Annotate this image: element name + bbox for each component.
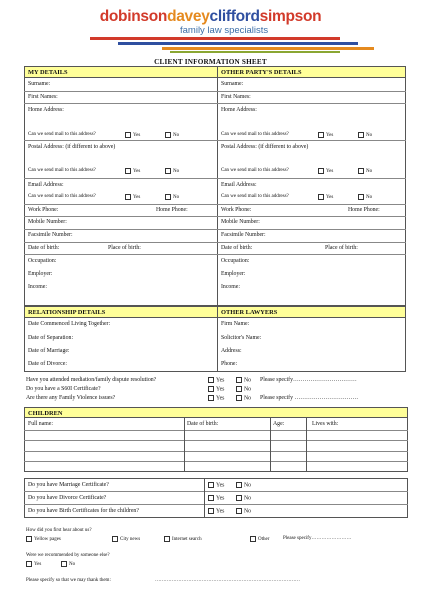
op-postal-mail-yes[interactable] [318, 168, 333, 175]
logo-bar-green [170, 51, 340, 53]
row-line [24, 242, 406, 243]
yes-label: Yes [34, 562, 42, 568]
no-label: No [244, 495, 252, 502]
checkbox-icon [236, 395, 242, 401]
op-postal-label: Postal Address: (if different to above) [221, 144, 309, 150]
my-postal-mail-yes[interactable] [125, 168, 140, 175]
cert-row-line [24, 491, 408, 492]
row-line [24, 178, 406, 179]
my-work-phone-label: Work Phone: [28, 207, 59, 213]
checkbox-icon [236, 386, 242, 392]
no-label: No [244, 377, 252, 384]
my-mail-no[interactable] [165, 132, 179, 139]
hear-internet[interactable] [164, 536, 202, 543]
my-mobile-label: Mobile Number: [28, 219, 67, 225]
checkbox-icon [358, 168, 364, 174]
child-age-column: Age: [273, 421, 285, 427]
violence-specify[interactable]: Please specify …………………………… [260, 395, 359, 401]
violence-question: Are there any Family Violence issues? [26, 395, 116, 401]
birth-cert-no[interactable] [236, 508, 251, 515]
my-email-mail-yes[interactable] [125, 194, 140, 201]
my-postal-mail-no[interactable] [165, 168, 179, 175]
recommended-no[interactable] [61, 561, 75, 568]
yes-label: Yes [326, 133, 334, 139]
row-line [24, 216, 406, 217]
checkbox-icon [208, 386, 214, 392]
my-email-mail-question: Can we send mail to this address? [28, 194, 96, 199]
violence-yes[interactable] [208, 395, 224, 402]
logo-part-3: clifford [209, 8, 260, 25]
relationship-header: RELATIONSHIP DETAILS [25, 307, 217, 318]
logo-part-2: davey [167, 8, 210, 25]
page-title: CLIENT INFORMATION SHEET [154, 58, 267, 66]
marriage-cert-no[interactable] [236, 482, 251, 489]
my-mail-question: Can we send mail to this address? [28, 132, 96, 137]
my-email-mail-no[interactable] [165, 194, 179, 201]
child-name-column: Full name: [28, 421, 53, 427]
yes-label: Yes [216, 386, 225, 393]
op-dob-label: Date of birth: [221, 245, 253, 251]
mediation-question: Have you attended mediation/family dispute resolution? [26, 377, 157, 383]
checkbox-icon [208, 482, 214, 488]
solicitor-name-label: Solicitor's Name: [221, 335, 262, 341]
option-label: Internet search [172, 537, 202, 543]
my-home-address-label: Home Address: [28, 107, 64, 113]
yes-label: Yes [216, 495, 225, 502]
my-postal-label: Postal Address: (if different to above) [28, 144, 116, 150]
children-col-line [184, 418, 185, 472]
my-income-label: Income: [28, 284, 47, 290]
no-label: No [173, 169, 180, 175]
option-label: Other [258, 537, 270, 543]
my-dob-label: Date of birth: [28, 245, 60, 251]
row-line [24, 204, 406, 205]
hear-specify[interactable]: Please specify…………………… [283, 536, 352, 541]
yes-label: Yes [216, 482, 225, 489]
checkbox-icon [236, 495, 242, 501]
mediation-no[interactable] [236, 377, 251, 384]
divorce-cert-no[interactable] [236, 495, 251, 502]
row-line [24, 91, 406, 92]
no-label: No [244, 508, 252, 515]
details-box [24, 66, 406, 306]
no-label: No [366, 133, 373, 139]
logo-part-1: dobinson [99, 8, 168, 25]
op-email-label: Email Address: [221, 182, 257, 188]
no-label: No [244, 482, 252, 489]
op-mail-question: Can we send mail to this address? [221, 132, 289, 137]
checkbox-icon [26, 561, 32, 567]
op-income-label: Income: [221, 284, 240, 290]
op-mail-no[interactable] [358, 132, 372, 139]
op-work-phone-label: Work Phone: [221, 207, 252, 213]
other-lawyers-header: OTHER LAWYERS [218, 307, 405, 318]
op-postal-mail-question: Can we send mail to this address? [221, 168, 289, 173]
details-divider [217, 66, 218, 306]
s60i-yes[interactable] [208, 386, 224, 393]
yes-label: Yes [133, 195, 141, 201]
children-row-line [24, 440, 408, 441]
relationship-divider [217, 306, 218, 372]
lawyer-address-label: Address: [221, 348, 242, 354]
checkbox-icon [164, 536, 170, 542]
hear-city-news[interactable] [112, 536, 140, 543]
yes-label: Yes [133, 169, 141, 175]
checkbox-icon [165, 194, 171, 200]
hear-yellow-pages[interactable] [26, 536, 61, 543]
logo-part-4: simpson [259, 8, 322, 25]
checkbox-icon [318, 194, 324, 200]
recommended-question: Were we recommended by someone else? [26, 553, 110, 558]
checkbox-icon [236, 377, 242, 383]
op-first-names-label: First Names: [221, 94, 251, 100]
op-mobile-label: Mobile Number: [221, 219, 260, 225]
my-fax-label: Facsimile Number: [28, 232, 73, 238]
hear-question: How did you first hear about us? [26, 528, 92, 533]
violence-no[interactable] [236, 395, 251, 402]
child-lives-column: Lives with: [312, 421, 339, 427]
marriage-cert-question: Do you have Marriage Certificate? [28, 482, 109, 488]
thank-label: Please specify so that we may thank them: [26, 578, 111, 583]
op-email-mail-yes[interactable] [318, 194, 333, 201]
s60i-no[interactable] [236, 386, 251, 393]
cert-row-line [24, 504, 408, 505]
children-row-line [24, 461, 408, 462]
checkbox-icon [125, 132, 131, 138]
op-home-phone-label: Home Phone: [348, 207, 380, 213]
lawyer-phone-label: Phone: [221, 361, 238, 367]
op-occupation-label: Occupation: [221, 258, 250, 264]
my-email-label: Email Address: [28, 182, 64, 188]
cert-col-line [204, 478, 205, 518]
op-surname-label: Surname: [221, 81, 244, 87]
no-label: No [69, 562, 76, 568]
children-row-line [24, 451, 408, 452]
no-label: No [173, 195, 180, 201]
no-label: No [244, 395, 252, 402]
mediation-specify[interactable]: Please specify…………………………… [260, 377, 357, 383]
my-mail-yes[interactable] [125, 132, 140, 139]
no-label: No [244, 386, 252, 393]
checkbox-icon [318, 168, 324, 174]
row-line [24, 254, 406, 255]
marriage-date-label: Date of Marriage: [28, 348, 70, 354]
op-mail-yes[interactable] [318, 132, 333, 139]
row-line [24, 103, 406, 104]
divorce-cert-question: Do you have Divorce Certificate? [28, 495, 107, 501]
checkbox-icon [318, 132, 324, 138]
divorce-cert-yes[interactable] [208, 495, 224, 502]
mediation-yes[interactable] [208, 377, 224, 384]
recommended-yes[interactable] [26, 561, 41, 568]
checkbox-icon [165, 132, 171, 138]
separation-label: Date of Separation: [28, 335, 74, 341]
row-line [24, 140, 406, 141]
op-postal-mail-no[interactable] [358, 168, 372, 175]
checkbox-icon [208, 377, 214, 383]
op-employer-label: Employer: [221, 271, 246, 277]
children-row-line [24, 430, 408, 431]
option-label: City news [120, 537, 141, 543]
birth-cert-question: Do you have Birth Certificates for the children? [28, 508, 139, 514]
my-surname-label: Surname: [28, 81, 51, 87]
marriage-cert-yes[interactable] [208, 482, 224, 489]
my-occupation-label: Occupation: [28, 258, 57, 264]
logo-bar-orange [162, 47, 374, 50]
checkbox-icon [236, 482, 242, 488]
checkbox-icon [112, 536, 118, 542]
no-label: No [366, 195, 373, 201]
op-pob-label: Place of birth: [325, 245, 358, 251]
thank-input[interactable]: …………………………………………………………………………… [155, 578, 300, 583]
checkbox-icon [26, 536, 32, 542]
my-home-phone-label: Home Phone: [156, 207, 188, 213]
op-email-mail-no[interactable] [358, 194, 372, 201]
my-postal-mail-question: Can we send mail to this address? [28, 168, 96, 173]
checkbox-icon [358, 194, 364, 200]
no-label: No [173, 133, 180, 139]
child-dob-column: Date of birth: [187, 421, 219, 427]
yes-label: Yes [326, 169, 334, 175]
op-home-address-label: Home Address: [221, 107, 257, 113]
checkbox-icon [125, 168, 131, 174]
checkbox-icon [208, 508, 214, 514]
checkbox-icon [208, 395, 214, 401]
logo-bar-red [90, 37, 340, 40]
checkbox-icon [208, 495, 214, 501]
checkbox-icon [250, 536, 256, 542]
children-header: CHILDREN [25, 408, 407, 418]
row-line [24, 229, 406, 230]
hear-other[interactable] [250, 536, 269, 543]
firm-logo [0, 8, 421, 26]
no-label: No [366, 169, 373, 175]
my-first-names-label: First Names: [28, 94, 58, 100]
other-party-header: OTHER PARTY'S DETAILS [218, 67, 405, 78]
op-fax-label: Facsimile Number: [221, 232, 266, 238]
firm-name-label: Firm Name: [221, 321, 250, 327]
children-col-line [270, 418, 271, 472]
yes-label: Yes [326, 195, 334, 201]
my-pob-label: Place of birth: [108, 245, 141, 251]
checkbox-icon [165, 168, 171, 174]
yes-label: Yes [216, 377, 225, 384]
children-col-line [306, 418, 307, 472]
yes-label: Yes [133, 133, 141, 139]
living-together-label: Date Commenced Living Together: [28, 321, 111, 327]
checkbox-icon [125, 194, 131, 200]
checkbox-icon [236, 508, 242, 514]
divorce-date-label: Date of Divorce: [28, 361, 67, 367]
checkbox-icon [358, 132, 364, 138]
checkbox-icon [61, 561, 67, 567]
op-email-mail-question: Can we send mail to this address? [221, 194, 289, 199]
yes-label: Yes [216, 395, 225, 402]
option-label: Yellow pages [34, 537, 61, 543]
birth-cert-yes[interactable] [208, 508, 224, 515]
my-details-header: MY DETAILS [25, 67, 217, 78]
yes-label: Yes [216, 508, 225, 515]
logo-bar-blue [118, 42, 358, 45]
my-employer-label: Employer: [28, 271, 53, 277]
s60i-question: Do you have a S60I Certificate? [26, 386, 101, 392]
logo-tagline: family law specialists [180, 25, 269, 36]
